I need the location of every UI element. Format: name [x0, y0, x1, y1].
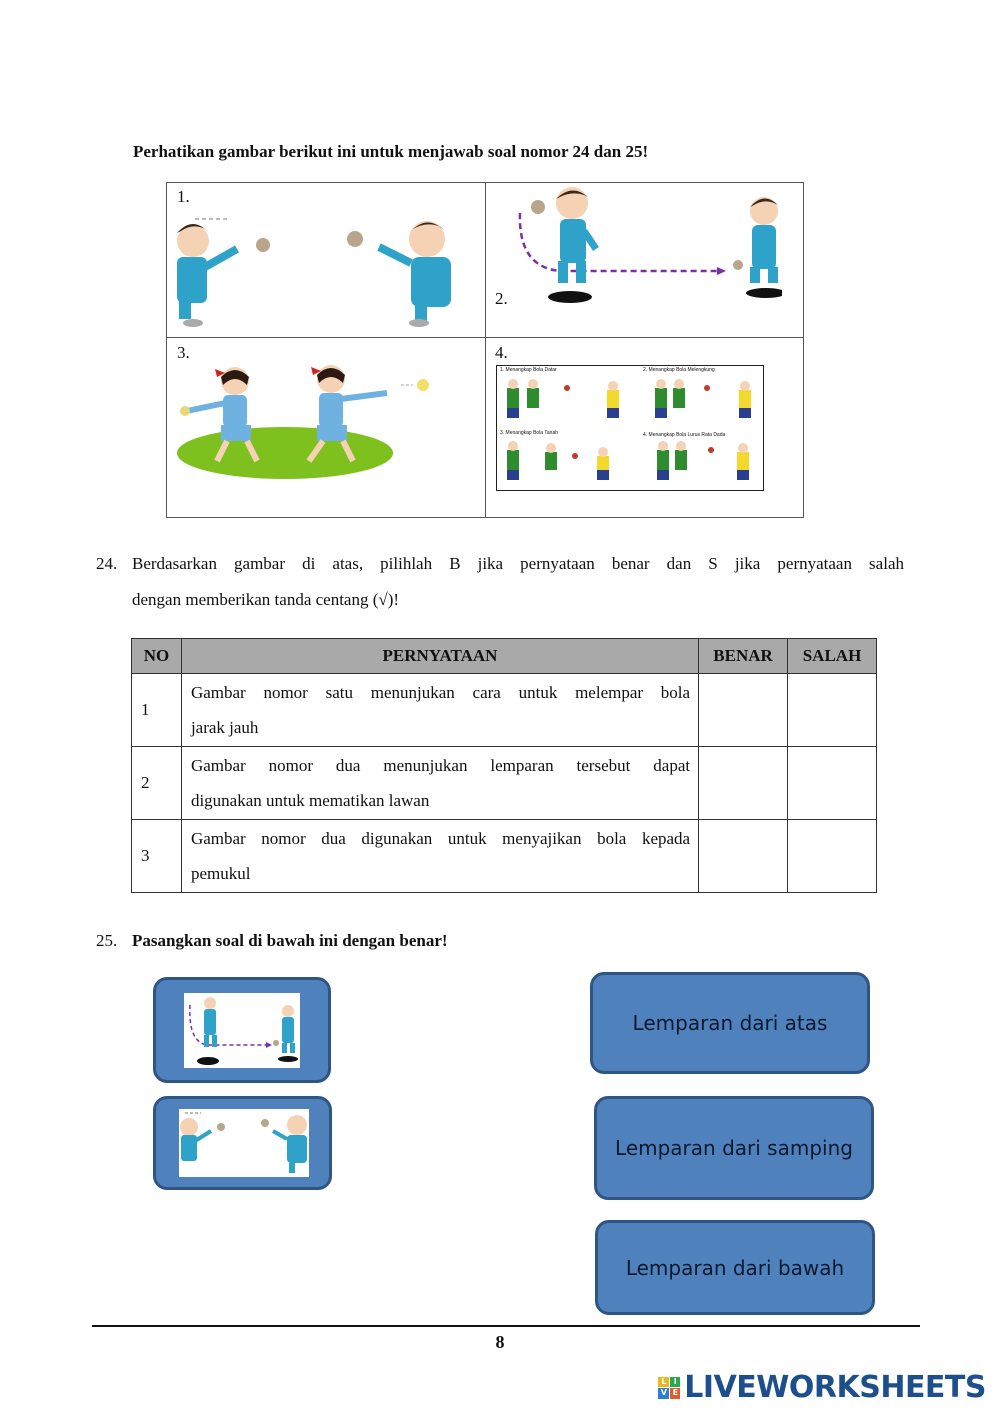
header-no: NO — [132, 639, 182, 674]
answer-box-from-below[interactable]: Lemparan dari bawah — [595, 1220, 875, 1315]
catching-techniques-illustration — [496, 365, 764, 491]
true-checkbox-cell[interactable] — [699, 820, 788, 893]
false-checkbox-cell[interactable] — [788, 674, 877, 747]
instruction-text: Perhatikan gambar berikut ini untuk menjawab soal nomor 24 dan 25! — [133, 142, 649, 161]
picture-number-3: 3. — [177, 343, 190, 362]
match-image-underhand[interactable] — [153, 977, 331, 1083]
header-true: BENAR — [699, 639, 788, 674]
header-false: SALAH — [788, 639, 877, 674]
question-24-number: 24. — [96, 554, 118, 573]
footer-divider — [92, 1325, 920, 1327]
statement-line-1: Gambar nomor satu menunjukan cara untuk melempar bola — [190, 683, 691, 702]
row-number: 2 — [132, 747, 182, 820]
statement-line-2: pemukul — [190, 864, 251, 883]
statement-text — [181, 820, 698, 893]
statement-line-2: digunakan untuk mematikan lawan — [190, 791, 430, 810]
overhead-throw-illustration — [175, 211, 455, 331]
statement-line-1: Gambar nomor dua menunjukan lemparan tersebut dapat — [190, 756, 691, 775]
question-25-text: Pasangkan soal di bawah ini dengan benar! — [132, 931, 448, 950]
question-24-line-1: Berdasarkan gambar di atas, pilihlah B jika pernyataan benar dan S jika pernyataan salah — [132, 554, 904, 573]
table-header-row — [132, 639, 877, 674]
question-25-number: 25. — [96, 931, 118, 950]
underhand-throw-illustration — [512, 185, 782, 305]
catch-caption-2: 2. Menangkap Bola Melengkung — [643, 367, 715, 373]
picture-number-1: 1. — [177, 187, 190, 206]
statement-line-1: Gambar nomor dua digunakan untuk menyajikan bola kepada — [190, 829, 691, 848]
catch-caption-4: 4. Menangkap Bola Lurus Rata Dada — [643, 432, 726, 438]
statement-text — [181, 674, 698, 747]
side-throw-illustration — [177, 363, 477, 481]
true-checkbox-cell[interactable] — [699, 674, 788, 747]
table-row — [132, 674, 877, 747]
picture-grid — [166, 182, 804, 518]
table-row — [132, 747, 877, 820]
table-row — [132, 820, 877, 893]
match-image-overhead[interactable] — [153, 1096, 332, 1190]
picture-number-2: 2. — [495, 289, 508, 308]
answer-box-from-side[interactable]: Lemparan dari samping — [594, 1096, 874, 1200]
catch-caption-3: 3. Menangkap Bola Tanah — [500, 430, 559, 436]
brand-name: LIVEWORKSHEETS — [684, 1370, 986, 1405]
liveworksheets-logo — [658, 1370, 986, 1405]
true-checkbox-cell[interactable] — [699, 747, 788, 820]
question-24-line-2: dengan memberikan tanda centang (√)! — [132, 590, 400, 609]
row-number: 3 — [132, 820, 182, 893]
picture-number-4: 4. — [495, 343, 508, 362]
statement-text — [181, 747, 698, 820]
answer-box-from-above[interactable]: Lemparan dari atas — [590, 972, 870, 1074]
row-number: 1 — [132, 674, 182, 747]
statement-line-2: jarak jauh — [190, 718, 259, 737]
false-checkbox-cell[interactable] — [788, 820, 877, 893]
page-number: 8 — [495, 1332, 505, 1352]
liveworksheets-icon: L I V E — [658, 1377, 680, 1399]
header-statement: PERNYATAAN — [181, 639, 698, 674]
catch-caption-1: 1. Menangkap Bola Datar — [500, 367, 557, 373]
statement-table — [131, 638, 877, 893]
false-checkbox-cell[interactable] — [788, 747, 877, 820]
